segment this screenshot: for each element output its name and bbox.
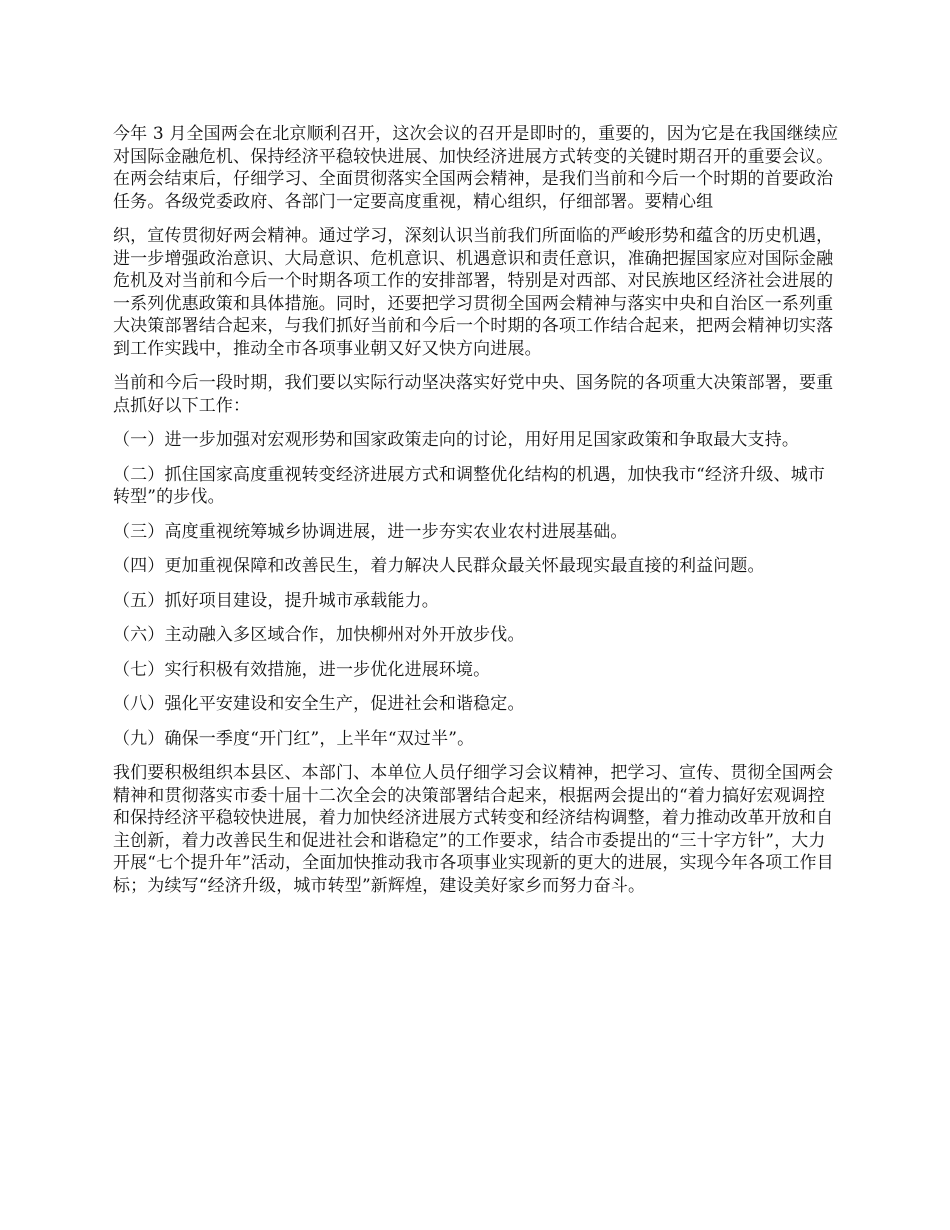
paragraph-tasks-intro: 当前和今后一段时期，我们要以实际行动坚决落实好党中央、国务院的各项重大决策部署，要重点抓好以下工作： [113, 373, 834, 416]
task-item-5: （五）抓好项目建设，提升城市承载能力。 [113, 590, 439, 611]
task-item-2: （二）抓住国家高度重视转变经济进展方式和调整优化结构的机遇，加快我市“经济升级、城市转型”的步伐。 [113, 464, 825, 507]
task-item-3: （三）高度重视统筹城乡协调进展，进一步夯实农业农村进展基础。 [113, 521, 628, 542]
task-item-9: （九）确保一季度“开门红”，上半年“双过半”。 [113, 728, 475, 749]
task-item-4: （四）更加重视保障和改善民生，着力解决人民群众最关怀最现实最直接的利益问题。 [113, 556, 765, 576]
paragraph-study: 织，宣传贯彻好两会精神。通过学习，深刻认识当前我们所面临的严峻形势和蕴含的历史机遇，进一步增强政治意识、大局意识、危机意识、机遇意识和责任意识，准确把握国家应对国际金融危机及对当前和今后一个时期各项工作的安排部署，特别是对西部、对民族地区经济社会进展的一系列优惠政策和具体措施。同时，还要把学习贯彻全国两会精神与落实中央和自治区一系列重大决策部署结合起来，与我们抓好当前和今后一个时期的各项工作结合起来，把两会精神切实落到工作实践中，推动全市各项事业朝又好又快方向进展。 [113, 226, 834, 359]
task-item-8: （八）强化平安建设和安全生产，促进社会和谐稳定。 [113, 694, 525, 714]
task-item-7: （七）实行积极有效措施，进一步优化进展环境。 [113, 659, 491, 680]
paragraph-intro: 今年 3 月全国两会在北京顺利召开，这次会议的召开是即时的，重要的，因为它是在我国继续应对国际金融危机、保持经济平稳较快进展、加快经济进展方式转变的关键时期召开的重要会议。在两会结束后，仔细学习、全面贯彻落实全国两会精神，是我们当前和今后一个时期的首要政治任务。各级党委政府、各部门一定要高度重视，精心组织，仔细部署。要精心组 [113, 124, 839, 212]
document-body [113, 123, 841, 909]
paragraph-conclusion: 我们要积极组织本县区、本部门、本单位人员仔细学习会议精神，把学习、宣传、贯彻全国两会精神和贯彻落实市委十届十二次全会的决策部署结合起来，根据两会提出的“着力搞好宏观调控和保持经济平稳较快进展，着力加快经济进展方式转变和经济结构调整，着力推动改革开放和自主创新，着力改善民生和促进社会和谐稳定”的工作要求，结合市委提出的“三十字方针”，大力开展“七个提升年”活动，全面加快推动我市各项事业实现新的更大的进展，实现今年各项工作目标；为续写“经济升级，城市转型”新辉煌，建设美好家乡而努力奋斗。 [113, 763, 834, 896]
task-item-1: （一）进一步加强对宏观形势和国家政策走向的讨论，用好用足国家政策和争取最大支持。 [113, 430, 799, 450]
task-item-6: （六）主动融入多区域合作，加快柳州对外开放步伐。 [113, 625, 525, 645]
